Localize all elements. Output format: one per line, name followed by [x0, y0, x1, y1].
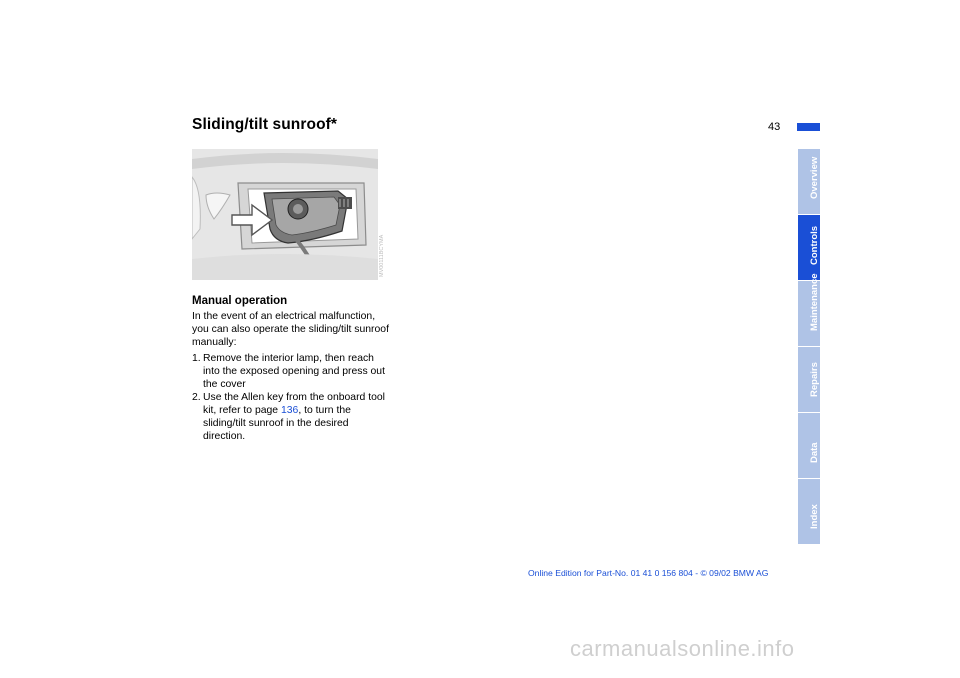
watermark: carmanualsonline.info	[570, 636, 795, 661]
tab-maintenance[interactable]	[798, 273, 820, 346]
tab-label: Index	[809, 504, 820, 529]
tab-controls[interactable]	[798, 215, 820, 280]
tab-label: Controls	[809, 225, 820, 265]
chapter-tabs	[798, 149, 820, 545]
tab-label: Repairs	[809, 362, 820, 397]
manual-operation-section	[192, 295, 392, 443]
tab-label: Maintenance	[809, 273, 820, 331]
tab-label: Overview	[809, 156, 820, 199]
step-text	[203, 391, 392, 443]
step-text-after: , to turn the sliding/tilt sunroof in the desired direction.	[203, 405, 351, 442]
sunroof-illustration	[192, 149, 378, 280]
page-marker	[797, 123, 820, 131]
step-number: 1.	[192, 353, 201, 364]
tab-label: Data	[809, 442, 820, 463]
step-item	[192, 391, 392, 443]
steps-list	[192, 352, 392, 443]
tab-data[interactable]	[798, 413, 820, 478]
footer-edition-note: Online Edition for Part-No. 01 41 0 156 804 - © 09/02 BMW AG	[528, 568, 769, 578]
sunroof-drawing	[192, 149, 378, 280]
tab-index[interactable]	[798, 479, 820, 544]
page-number: 43	[768, 121, 781, 133]
step-number: 2.	[192, 392, 201, 403]
step-text-before: Use the Allen key from the onboard tool kit, refer to page	[203, 392, 385, 416]
tab-repairs[interactable]	[798, 347, 820, 412]
page-title: Sliding/tilt sunroof*	[192, 116, 338, 133]
tab-overview[interactable]	[798, 149, 820, 214]
figure-code-text: MV00111BCYMA	[379, 234, 385, 277]
section-heading: Manual operation	[192, 295, 288, 307]
page-reference-link[interactable]: 136	[280, 405, 299, 416]
step-item	[192, 352, 392, 391]
figure-code	[377, 227, 385, 277]
step-text: Remove the interior lamp, then reach into the exposed opening and press out the cover	[203, 353, 385, 390]
intro-paragraph: In the event of an electrical malfunction, you can also operate the sliding/tilt sunroof manually:	[192, 311, 389, 348]
